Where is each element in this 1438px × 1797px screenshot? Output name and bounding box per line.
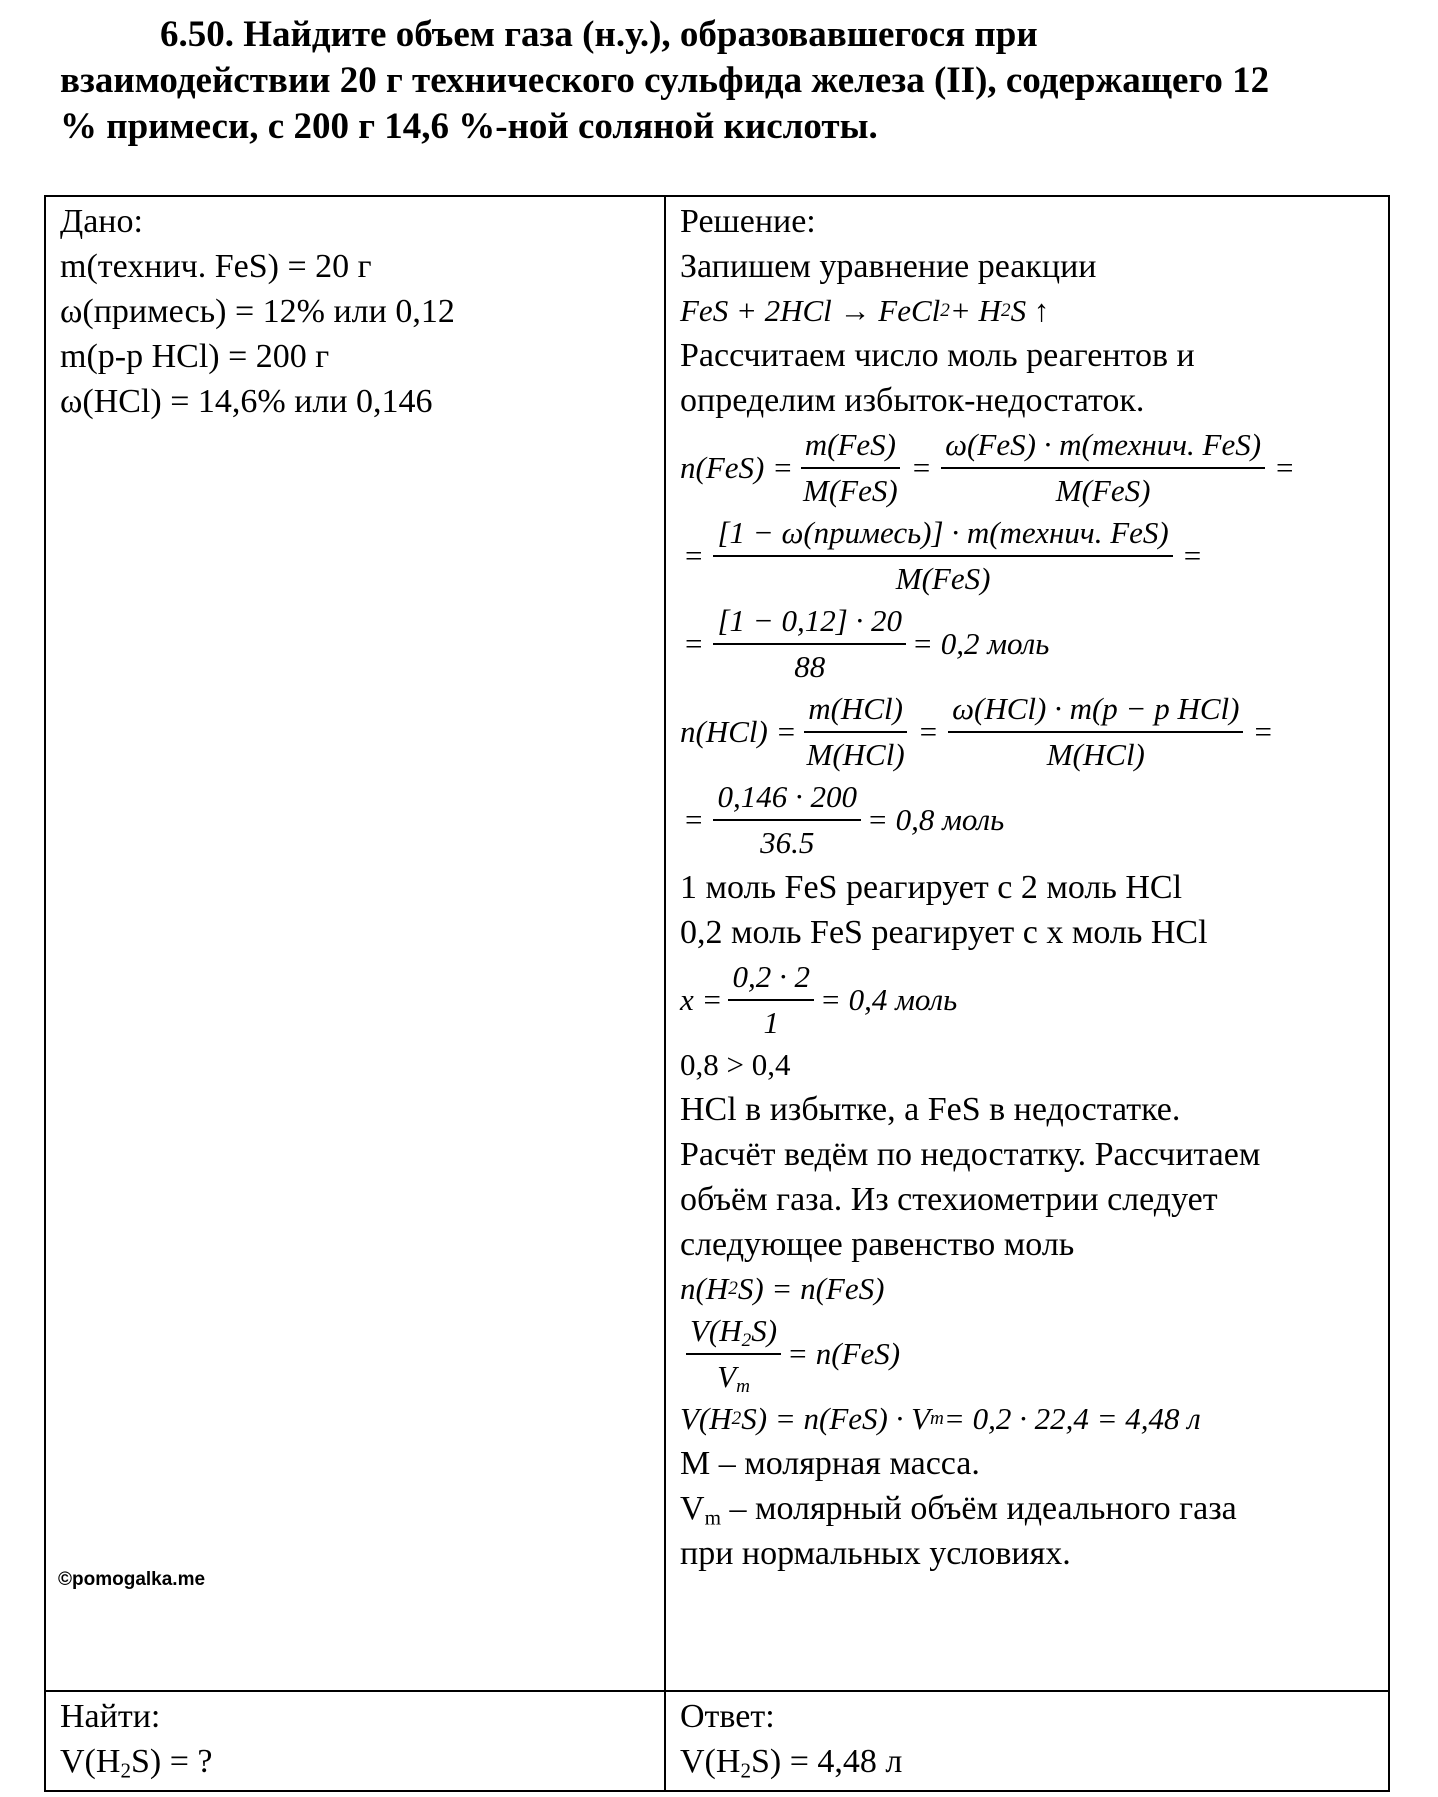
find-cell (45, 1691, 665, 1791)
problem-statement (60, 12, 1390, 150)
formula-x: x = $\frac{0,2 \cdot 2}{1}$ = 0,4 моль (680, 959, 958, 1040)
solution-table (44, 195, 1390, 1792)
solution-intro: Запишем уравнение реакции (680, 248, 1097, 285)
solution-text: HCl в избытке, а FeS в недостатке. (680, 1091, 1181, 1128)
solution-text: $V_m$ – молярный объём идеального газа (680, 1490, 1237, 1530)
given-cell (45, 196, 665, 1691)
solution-text: 1 моль FeS реагирует с 2 моль HCl (680, 869, 1183, 906)
formula-nFeS-result: = $\frac{[1 - 0,12] \cdot 20}{88}$ = 0,2 моль (685, 603, 1050, 684)
reaction-equation: FeS + 2HCl → FeCl 2 + H 2 S ↑ (680, 293, 1050, 328)
given-item: ω(примесь) = 12% или 0,12 (60, 293, 455, 330)
problem-line-1: 6.50. Найдите объем газа (н.у.), образовавшегося при (160, 14, 1038, 55)
solution-text: объём газа. Из стехиометрии следует (680, 1181, 1218, 1218)
solution-text: Рассчитаем число моль реагентов и (680, 337, 1195, 374)
solution-cell (665, 196, 1389, 1691)
answer-header: Ответ: (680, 1698, 775, 1735)
solution-header: Решение: (680, 203, 816, 240)
solution-text: при нормальных условиях. (680, 1535, 1071, 1572)
formula-nH2S: n(H 2 S) = n(FeS) (680, 1271, 885, 1306)
answer-cell (665, 1691, 1389, 1791)
formula-nHCl-result: = $\frac{0,146 \cdot 200}{36.5}$ = 0,8 моль (685, 779, 1005, 860)
solution-text: 0,2 моль FeS реагирует с x моль HCl (680, 914, 1208, 951)
formula-volume-result: V(H 2 S) = n(FeS) · V m = 0,2 · 22,4 = 4,48 л (680, 1401, 1201, 1436)
answer-value: $V(H_2S) = 4,48$ л (680, 1743, 903, 1783)
find-value: $V(H_2S)$ = ? (60, 1743, 213, 1783)
solution-text: определим избыток-недостаток. (680, 382, 1145, 419)
watermark: ©pomogalka.me (58, 1569, 206, 1590)
solution-text: Расчёт ведём по недостатку. Рассчитаем (680, 1136, 1261, 1173)
solution-text: следующее равенство моль (680, 1226, 1075, 1263)
formula-nHCl: n(HCl) = $\frac{\text{m(HCl)}}{\text{M(HCl)}}$ = $\frac{\text{ω(HCl) · m(p − p HCl)}}{\text{M(HCl)}}$ = (680, 691, 1272, 772)
formula-volume-ratio: $\frac{V(H_2S)}{V_m}$ = n(FeS) (680, 1311, 1374, 1397)
find-header: Найти: (60, 1698, 161, 1735)
problem-line-3: % примеси, с 200 г 14,6 %-ной соляной кислоты. (60, 106, 878, 147)
formula-compare: 0,8 > 0,4 (680, 1047, 791, 1082)
formula-nFeS: n(FeS) = $\frac{\text{m(FeS)}}{\text{M(FeS)}}$ = $\frac{\text{ω(FeS) · m(технич. FeS)}}{\text{M(FeS)}}$ = (680, 427, 1294, 508)
problem-line-2: взаимодействии 20 г технического сульфида железа (II), содержащего 12 (60, 60, 1270, 101)
given-item: m(технич. FeS) = 20 г (60, 248, 372, 285)
solution-text: М – молярная масса. (680, 1445, 980, 1482)
given-item: ω(HCl) = 14,6% или 0,146 (60, 383, 433, 420)
given-item: m(р-р HCl) = 200 г (60, 338, 330, 375)
formula-nFeS-expanded: = $\frac{\text{[1 − ω(примесь)] · m(технич. FeS)}}{\text{M(FeS)}}$ = (685, 515, 1202, 596)
given-header: Дано: (60, 203, 143, 240)
